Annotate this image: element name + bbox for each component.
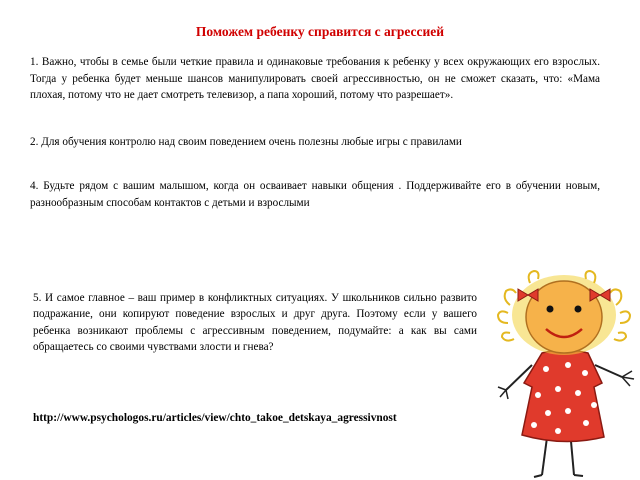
paragraph-2: 2. Для обучения контролю над своим поведением очень полезны любые игры с правилами <box>30 136 462 148</box>
slide-title: Поможем ребенку справится с агрессией <box>195 24 445 39</box>
paragraph-1: 1. Важно, чтобы в семье были четкие правила и одинаковые требования к ребенку у всех окружающих его взрослых. Тогда у ребенка будет меньше шансов манипулировать своей агрессивностью, он не сможет сказать, что: «Мама плохая, потому что не дает смотреть телевизор, а папа хороший, потому что разрешает». <box>30 56 600 101</box>
source-link[interactable]: http://www.psychologos.ru/articles/view/chto_takoe_detskaya_agressivnost <box>33 412 397 424</box>
girl-illustration-icon <box>490 265 640 480</box>
paragraph-4: 4. Будьте рядом с вашим малышом, когда он осваивает навыки общения . Поддерживайте его в обучении новым, разнообразным способам контактов с детьми и взрослыми <box>30 180 600 209</box>
paragraph-5: 5. И самое главное – ваш пример в конфликтных ситуациях. У школьников сильно развито подражание, они копируют поведение взрослых и друг друга. Поэтому если у вашего ребенка возникают проблемы с агрессивным поведением, подумайте: а как вы сами обращаетесь со своими чувствами злости и гнева? <box>33 292 477 354</box>
